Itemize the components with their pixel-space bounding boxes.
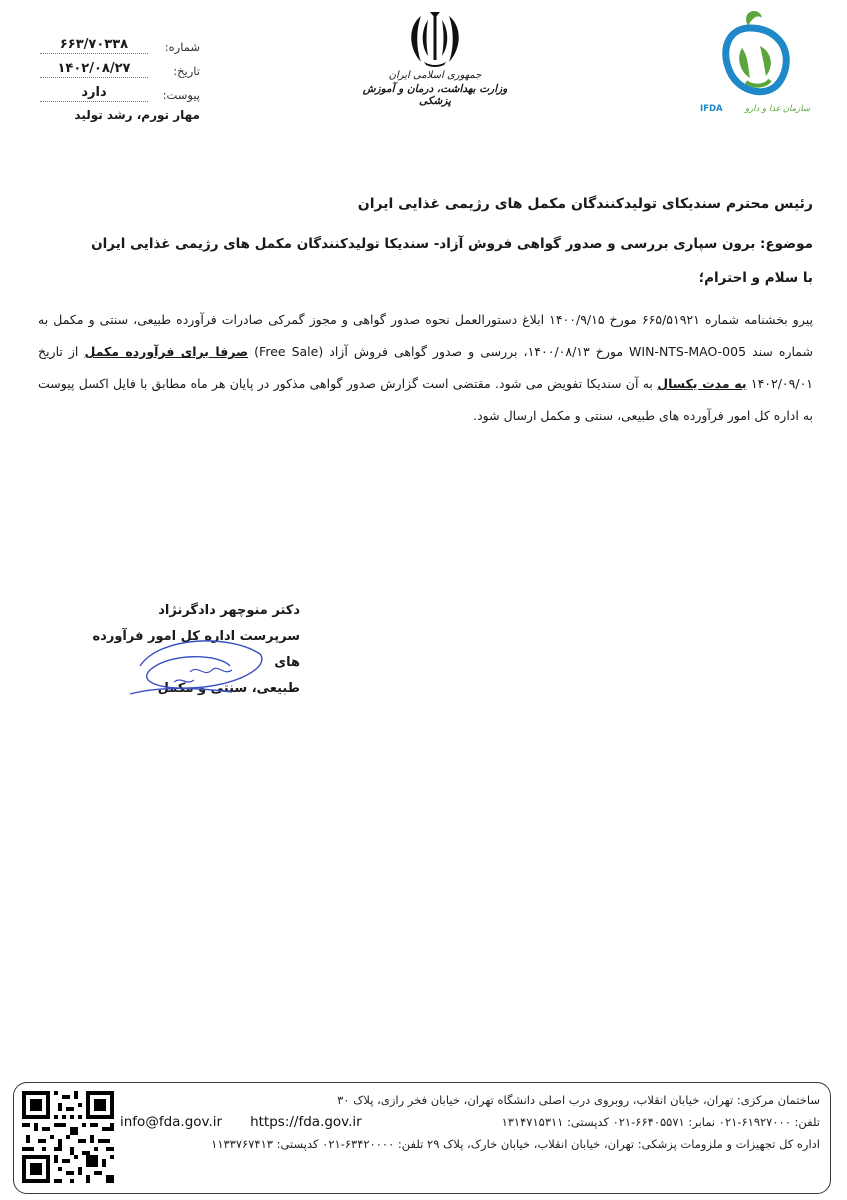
paragraph-part-2: از تاریخ ۱۴۰۲/۰۹/۰۱ [38, 344, 813, 391]
signature-block [90, 598, 300, 702]
footer-address-equipment: اداره کل تجهیزات و ملزومات پزشکی: تهران، خیابان انقلاب، خیابان خارک، پلاک ۲۹ تلفن: ۶۳۴۲۰۰۰۰-۰۲۱ کدپستی: ۱۱۳۳۷۶۷۴۱۳ [211, 1137, 820, 1151]
ifda-emblem-icon [700, 6, 810, 106]
recipient: رئیس محترم سندیکای تولیدکنندگان مکمل های رژیمی غذایی ایران [357, 196, 813, 212]
footer-links [120, 1111, 362, 1133]
attachment-value: دارد [40, 85, 148, 102]
paragraph-part-1: پیرو بخشنامه شماره ۶۶۵/۵۱۹۲۱ مورخ ۱۴۰۰/۹/۱۵ ابلاغ دستورالعمل نحوه صدور گواهی و مجوز گمرکی صادرات فرآورده طبیعی، سنتی و مکمل به شماره سند WIN-NTS-MAO-005 مورخ ۱۴۰۰/۰۸/۱۳، بررسی و صدور گواهی فروش آزاد (Free Sale) [38, 312, 813, 359]
letter-number: ۶۶۳/۷۰۳۳۸ [40, 37, 148, 54]
subject-text: برون سپاری بررسی و صدور گواهی فروش آزاد- سندیکا تولیدکنندگان مکمل های رژیمی غذایی ایران [91, 236, 756, 252]
ifda-caption [700, 104, 810, 114]
footer-address-hq: ساختمان مرکزی: تهران، خیابان انقلاب، روبروی درب اصلی دانشگاه تهران، خیابان فخر رازی، پلاک ۳۰ [337, 1093, 820, 1107]
ifda-abbr: IFDA [700, 104, 723, 114]
paragraph-part-3: به آن سندیکا تفویض می شود. مقتضی است گزارش صدور گواهی مذکور در پایان هر ماه مطابق با فایل اکسل پیوست به اداره کل امور فرآورده های طبیعی، سنتی و مکمل ارسال شود. [38, 376, 813, 423]
letter-metadata [40, 30, 200, 122]
footer-contact-row [120, 1111, 820, 1133]
signatory-name: دکتر منوچهر دادگرنژاد [158, 603, 300, 618]
subject-label: موضوع: [760, 236, 813, 252]
website-link[interactable]: https://fda.gov.ir [250, 1114, 362, 1130]
ifda-name: سازمان غذا و دارو [744, 104, 810, 114]
main-paragraph [38, 304, 813, 432]
ministry-header [355, 10, 515, 107]
iran-emblem-icon [404, 10, 466, 68]
letter-date-row [40, 54, 200, 78]
letter-date-label: تاریخ: [173, 64, 200, 78]
paragraph-emphasis-2: به مدت یکسال [657, 376, 747, 391]
paragraph-emphasis-1: صرفا برای فرآورده مکمل [84, 344, 249, 359]
footer-phone-fax-postal: تلفن: ۶۱۹۲۷۰۰۰-۰۲۱ نمابر: ۶۶۴۰۵۵۷۱-۰۲۱ کدپستی: ۱۳۱۴۷۱۵۳۱۱ [501, 1115, 820, 1129]
signatory-title-line1: سرپرست اداره کل امور فرآورده های [92, 629, 300, 670]
ministry-title: وزارت بهداشت، درمان و آموزش پزشکی [362, 83, 508, 107]
letter-footer [13, 1082, 831, 1194]
slogan-stamp: مهار تورم، رشد تولید [74, 108, 200, 122]
attachment-row [40, 78, 200, 102]
gov-title: جمهوری اسلامی ایران [388, 70, 482, 81]
letter-body [38, 196, 813, 432]
greeting: با سلام و احترام؛ [698, 270, 813, 286]
footer-contact [120, 1089, 820, 1155]
letter-date: ۱۴۰۲/۰۸/۲۷ [40, 61, 148, 78]
qr-code-icon [22, 1091, 114, 1183]
email-link[interactable]: info@fda.gov.ir [120, 1114, 223, 1130]
ifda-logo [700, 6, 810, 126]
handwritten-signature [120, 626, 270, 701]
subject-line [38, 232, 813, 256]
attachment-label: پیوست: [162, 88, 200, 102]
letter-number-label: شماره: [164, 40, 200, 54]
signatory-title-line2: طبیعی، سنتی و مکمل [157, 681, 300, 696]
letter-number-row [40, 30, 200, 54]
